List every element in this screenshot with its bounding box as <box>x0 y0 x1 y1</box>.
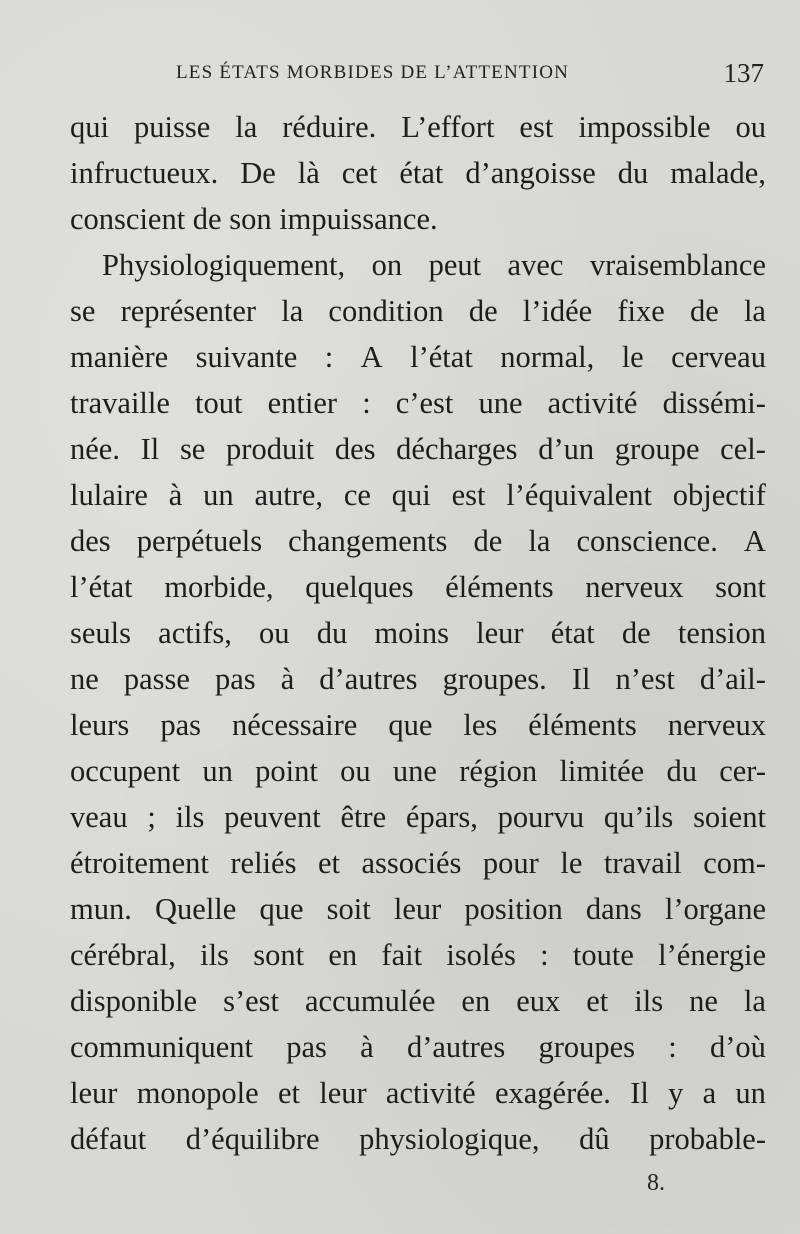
text-line: infructueux. De là cet état d’angoisse du malade, <box>70 156 766 190</box>
text-line: travaille tout entier : c’est une activité dissémi- <box>70 386 766 420</box>
text-line: seuls actifs, ou du moins leur état de tension <box>70 616 766 650</box>
text-line: des perpétuels changements de la conscience. A <box>70 524 766 558</box>
text-line: qui puisse la réduire. L’effort est impossible ou <box>70 110 766 144</box>
text-line: mun. Quelle que soit leur position dans l’organe <box>70 892 766 926</box>
text-line: communiquent pas à d’autres groupes : d’où <box>70 1030 766 1064</box>
text-line: lulaire à un autre, ce qui est l’équivalent objectif <box>70 478 766 512</box>
text-line: défaut d’équilibre physiologique, dû probable- <box>70 1122 766 1156</box>
text-line: manière suivante : A l’état normal, le cerveau <box>70 340 766 374</box>
text-line: née. Il se produit des décharges d’un groupe cel- <box>70 432 766 466</box>
page-number: 137 <box>723 58 764 88</box>
text-line: l’état morbide, quelques éléments nerveux sont <box>70 570 766 604</box>
text-line: conscient de son impuissance. <box>70 202 438 236</box>
running-title: LES ÉTATS MORBIDES DE L’ATTENTION <box>176 62 570 83</box>
page-header <box>0 58 800 92</box>
text-line: cérébral, ils sont en fait isolés : toute l’énergie <box>70 938 766 972</box>
text-line: se représenter la condition de l’idée fixe de la <box>70 294 766 328</box>
signature-mark: 8. <box>647 1170 665 1196</box>
text-line: ne passe pas à d’autres groupes. Il n’est d’ail- <box>70 662 766 696</box>
text-line: étroitement reliés et associés pour le travail com- <box>70 846 766 880</box>
text-line: leur monopole et leur activité exagérée. Il y a un <box>70 1076 766 1110</box>
text-line: disponible s’est accumulée en eux et ils ne la <box>70 984 766 1018</box>
text-line: veau ; ils peuvent être épars, pourvu qu’ils soient <box>70 800 766 834</box>
body-text <box>70 104 766 1162</box>
text-line: occupent un point ou une région limitée du cer- <box>70 754 766 788</box>
text-line: Physiologiquement, on peut avec vraisemblance <box>102 248 766 282</box>
text-line: leurs pas nécessaire que les éléments nerveux <box>70 708 766 742</box>
